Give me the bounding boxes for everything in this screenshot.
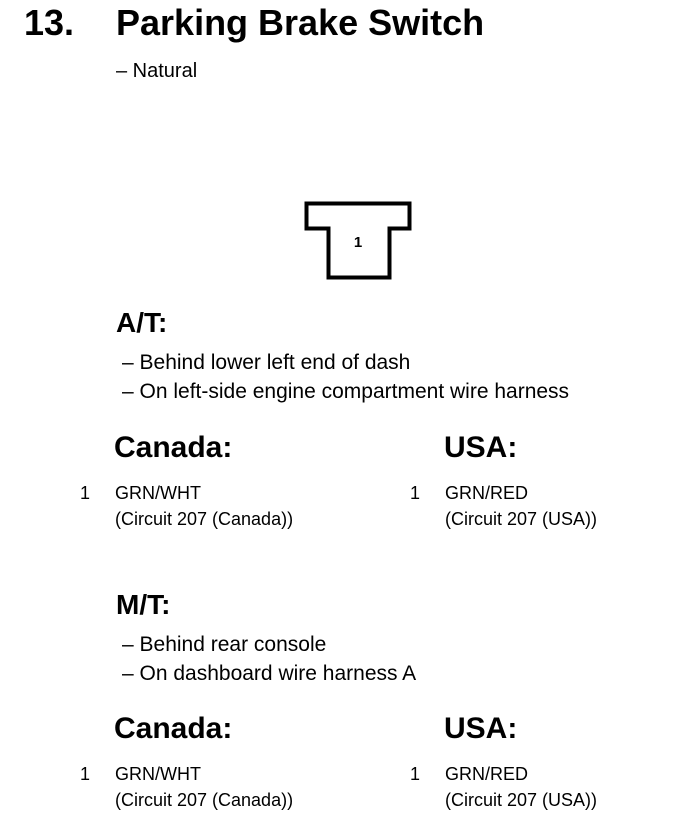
region-heading-canada: Canada:: [114, 431, 233, 464]
pin-number: 1: [410, 764, 421, 784]
wire-color: GRN/RED: [445, 764, 529, 784]
pin-number: 1: [80, 483, 91, 503]
circuit-label: (Circuit 207 (Canada)): [115, 509, 294, 529]
connector-diagram-icon: [304, 201, 412, 281]
section-heading-mt: M/T:: [116, 589, 171, 620]
section-heading-at: A/T:: [116, 307, 168, 338]
region-heading-usa: USA:: [444, 712, 518, 745]
wire-color: GRN/WHT: [115, 483, 201, 503]
location-item: – On dashboard wire harness A: [122, 662, 417, 685]
wire-color: GRN/RED: [445, 483, 529, 503]
circuit-label: (Circuit 207 (Canada)): [115, 790, 294, 810]
location-item: – Behind lower left end of dash: [122, 351, 411, 374]
circuit-label: (Circuit 207 (USA)): [445, 509, 598, 529]
page-subtitle: – Natural: [116, 60, 198, 82]
page-title: Parking Brake Switch: [116, 2, 485, 43]
connector-pin-label: 1: [353, 234, 363, 251]
region-heading-usa: USA:: [444, 431, 518, 464]
section-number: 13.: [24, 2, 75, 43]
pin-number: 1: [80, 764, 91, 784]
wire-color: GRN/WHT: [115, 764, 201, 784]
region-heading-canada: Canada:: [114, 712, 233, 745]
circuit-label: (Circuit 207 (USA)): [445, 790, 598, 810]
pin-number: 1: [410, 483, 421, 503]
location-item: – Behind rear console: [122, 633, 327, 656]
location-item: – On left-side engine compartment wire harness: [122, 380, 570, 403]
